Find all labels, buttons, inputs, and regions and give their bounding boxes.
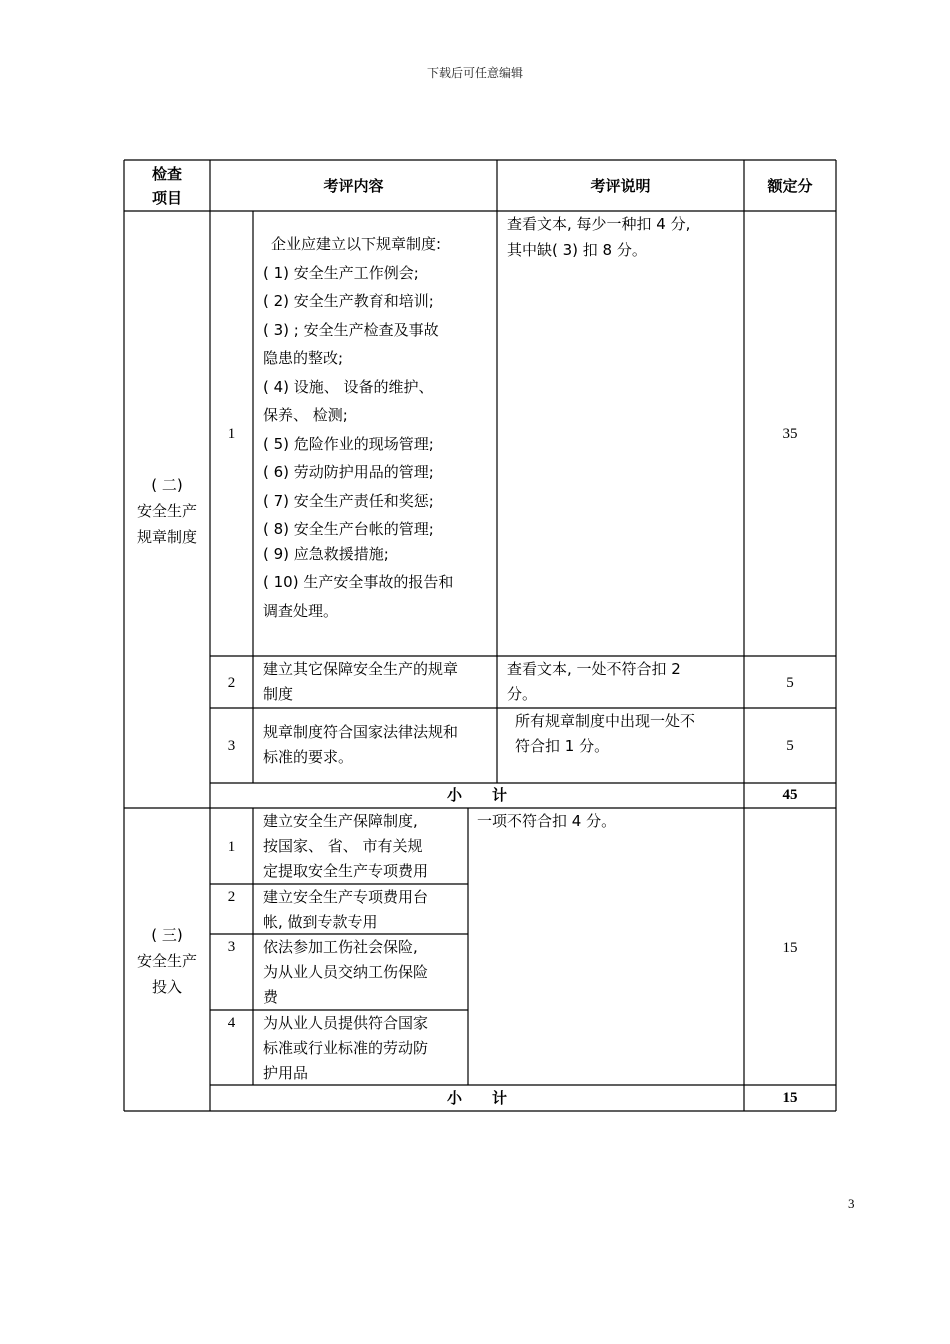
content-line: 依法参加工伤社会保险, (263, 938, 418, 956)
header-check-item-line2: 项目 (151, 189, 182, 207)
content-line: 定提取安全生产专项费用 (263, 862, 429, 880)
section2-row2-explanation (507, 657, 742, 707)
content-line: 标准的要求。 (263, 748, 354, 766)
content-line: ( 7) 安全生产责任和奖惩; (263, 491, 434, 510)
section2-label (124, 472, 210, 550)
section3-row3-number: 3 (227, 939, 236, 955)
section2-subtotal-score: 45 (782, 787, 798, 803)
section3-subtotal-label: 小 计 (446, 1089, 507, 1107)
content-line: 建立其它保障安全生产的规章 (263, 660, 459, 678)
content-line: 企业应建立以下规章制度: (271, 235, 442, 253)
explanation-line: 其中缺( 3) 扣 8 分。 (507, 241, 647, 259)
section2-row2-score: 5 (786, 675, 794, 691)
header-score: 额定分 (767, 177, 813, 195)
section3-explanation: 一项不符合扣 4 分。 (477, 812, 617, 830)
content-line: 护用品 (263, 1064, 309, 1082)
explanation-line: 查看文本, 每少一种扣 4 分, (507, 215, 691, 233)
section2-row2-content (263, 657, 495, 707)
content-line: 调查处理。 (263, 601, 339, 620)
section3-label-line2: 安全生产 (136, 952, 197, 970)
content-line: ( 5) 危险作业的现场管理; (263, 434, 434, 453)
section2-row3-number: 3 (227, 738, 236, 754)
content-line: ( 10) 生产安全事故的报告和 (263, 573, 454, 591)
content-line: ( 9) 应急救援措施; (263, 544, 389, 563)
section3-row3-content (263, 935, 466, 1010)
section3-row2-number: 2 (227, 889, 236, 905)
section3-row2-content (263, 885, 466, 935)
content-line: 按国家、 省、 市有关规 (263, 837, 423, 855)
section3-label-line3: 投入 (151, 978, 182, 996)
content-line: ( 6) 劳动防护用品的管理; (263, 463, 434, 481)
content-line: 规章制度符合国家法律法规和 (263, 723, 459, 741)
content-line: 建立安全生产保障制度, (263, 812, 418, 830)
header-content: 考评内容 (323, 177, 384, 195)
content-line: ( 4) 设施、 设备的维护、 (263, 377, 434, 396)
content-line: ( 8) 安全生产台帐的管理; (263, 520, 434, 538)
section3-label-line1: ( 三) (151, 926, 183, 944)
section3-score: 15 (782, 940, 798, 956)
section3-row4-number: 4 (227, 1015, 236, 1031)
section2-label-line2: 安全生产 (136, 502, 197, 520)
content-line: ( 3) ; 安全生产检查及事故 (263, 320, 439, 339)
section2-row1-explanation (507, 211, 742, 263)
explanation-line: 所有规章制度中出现一处不 (515, 712, 696, 730)
section2-row3-explanation (515, 709, 742, 759)
content-line: 为从业人员提供符合国家 (263, 1014, 429, 1032)
content-line: 帐, 做到专款专用 (263, 913, 378, 931)
section3-row1-number: 1 (227, 839, 236, 855)
header-check-item (124, 160, 210, 210)
section2-row1-content (263, 230, 495, 625)
explanation-line: 分。 (507, 685, 538, 703)
content-line: 为从业人员交纳工伤保险 (263, 963, 429, 981)
content-line: 隐患的整改; (263, 349, 344, 367)
section2-label-line1: ( 二) (151, 476, 183, 494)
page-header-note: 下载后可任意编辑 (426, 66, 523, 80)
page-number: 3 (848, 1196, 855, 1211)
section2-subtotal-label: 小 计 (446, 786, 507, 804)
explanation-line: 查看文本, 一处不符合扣 2 (507, 660, 681, 678)
section2-row3-score: 5 (786, 738, 794, 754)
section2-row3-content (263, 720, 495, 770)
header-check-item-line1: 检查 (151, 165, 182, 183)
section3-row4-content (263, 1011, 466, 1086)
content-line: 制度 (263, 685, 294, 703)
content-line: 费 (263, 988, 279, 1006)
content-line: ( 1) 安全生产工作例会; (263, 263, 419, 282)
section3-row1-content (263, 809, 466, 884)
content-line: 建立安全生产专项费用台 (263, 888, 429, 906)
content-line: ( 2) 安全生产教育和培训; (263, 292, 434, 310)
section2-label-line3: 规章制度 (136, 528, 197, 546)
content-line: 标准或行业标准的劳动防 (263, 1039, 429, 1057)
explanation-line: 符合扣 1 分。 (515, 737, 610, 755)
section3-subtotal-score: 15 (782, 1090, 798, 1106)
section2-row1-score: 35 (782, 426, 798, 442)
header-explanation: 考评说明 (590, 177, 651, 195)
section3-label (124, 922, 210, 1000)
content-line: 保养、 检测; (263, 406, 348, 424)
section2-row1-number: 1 (227, 426, 236, 442)
section2-row2-number: 2 (227, 675, 236, 691)
